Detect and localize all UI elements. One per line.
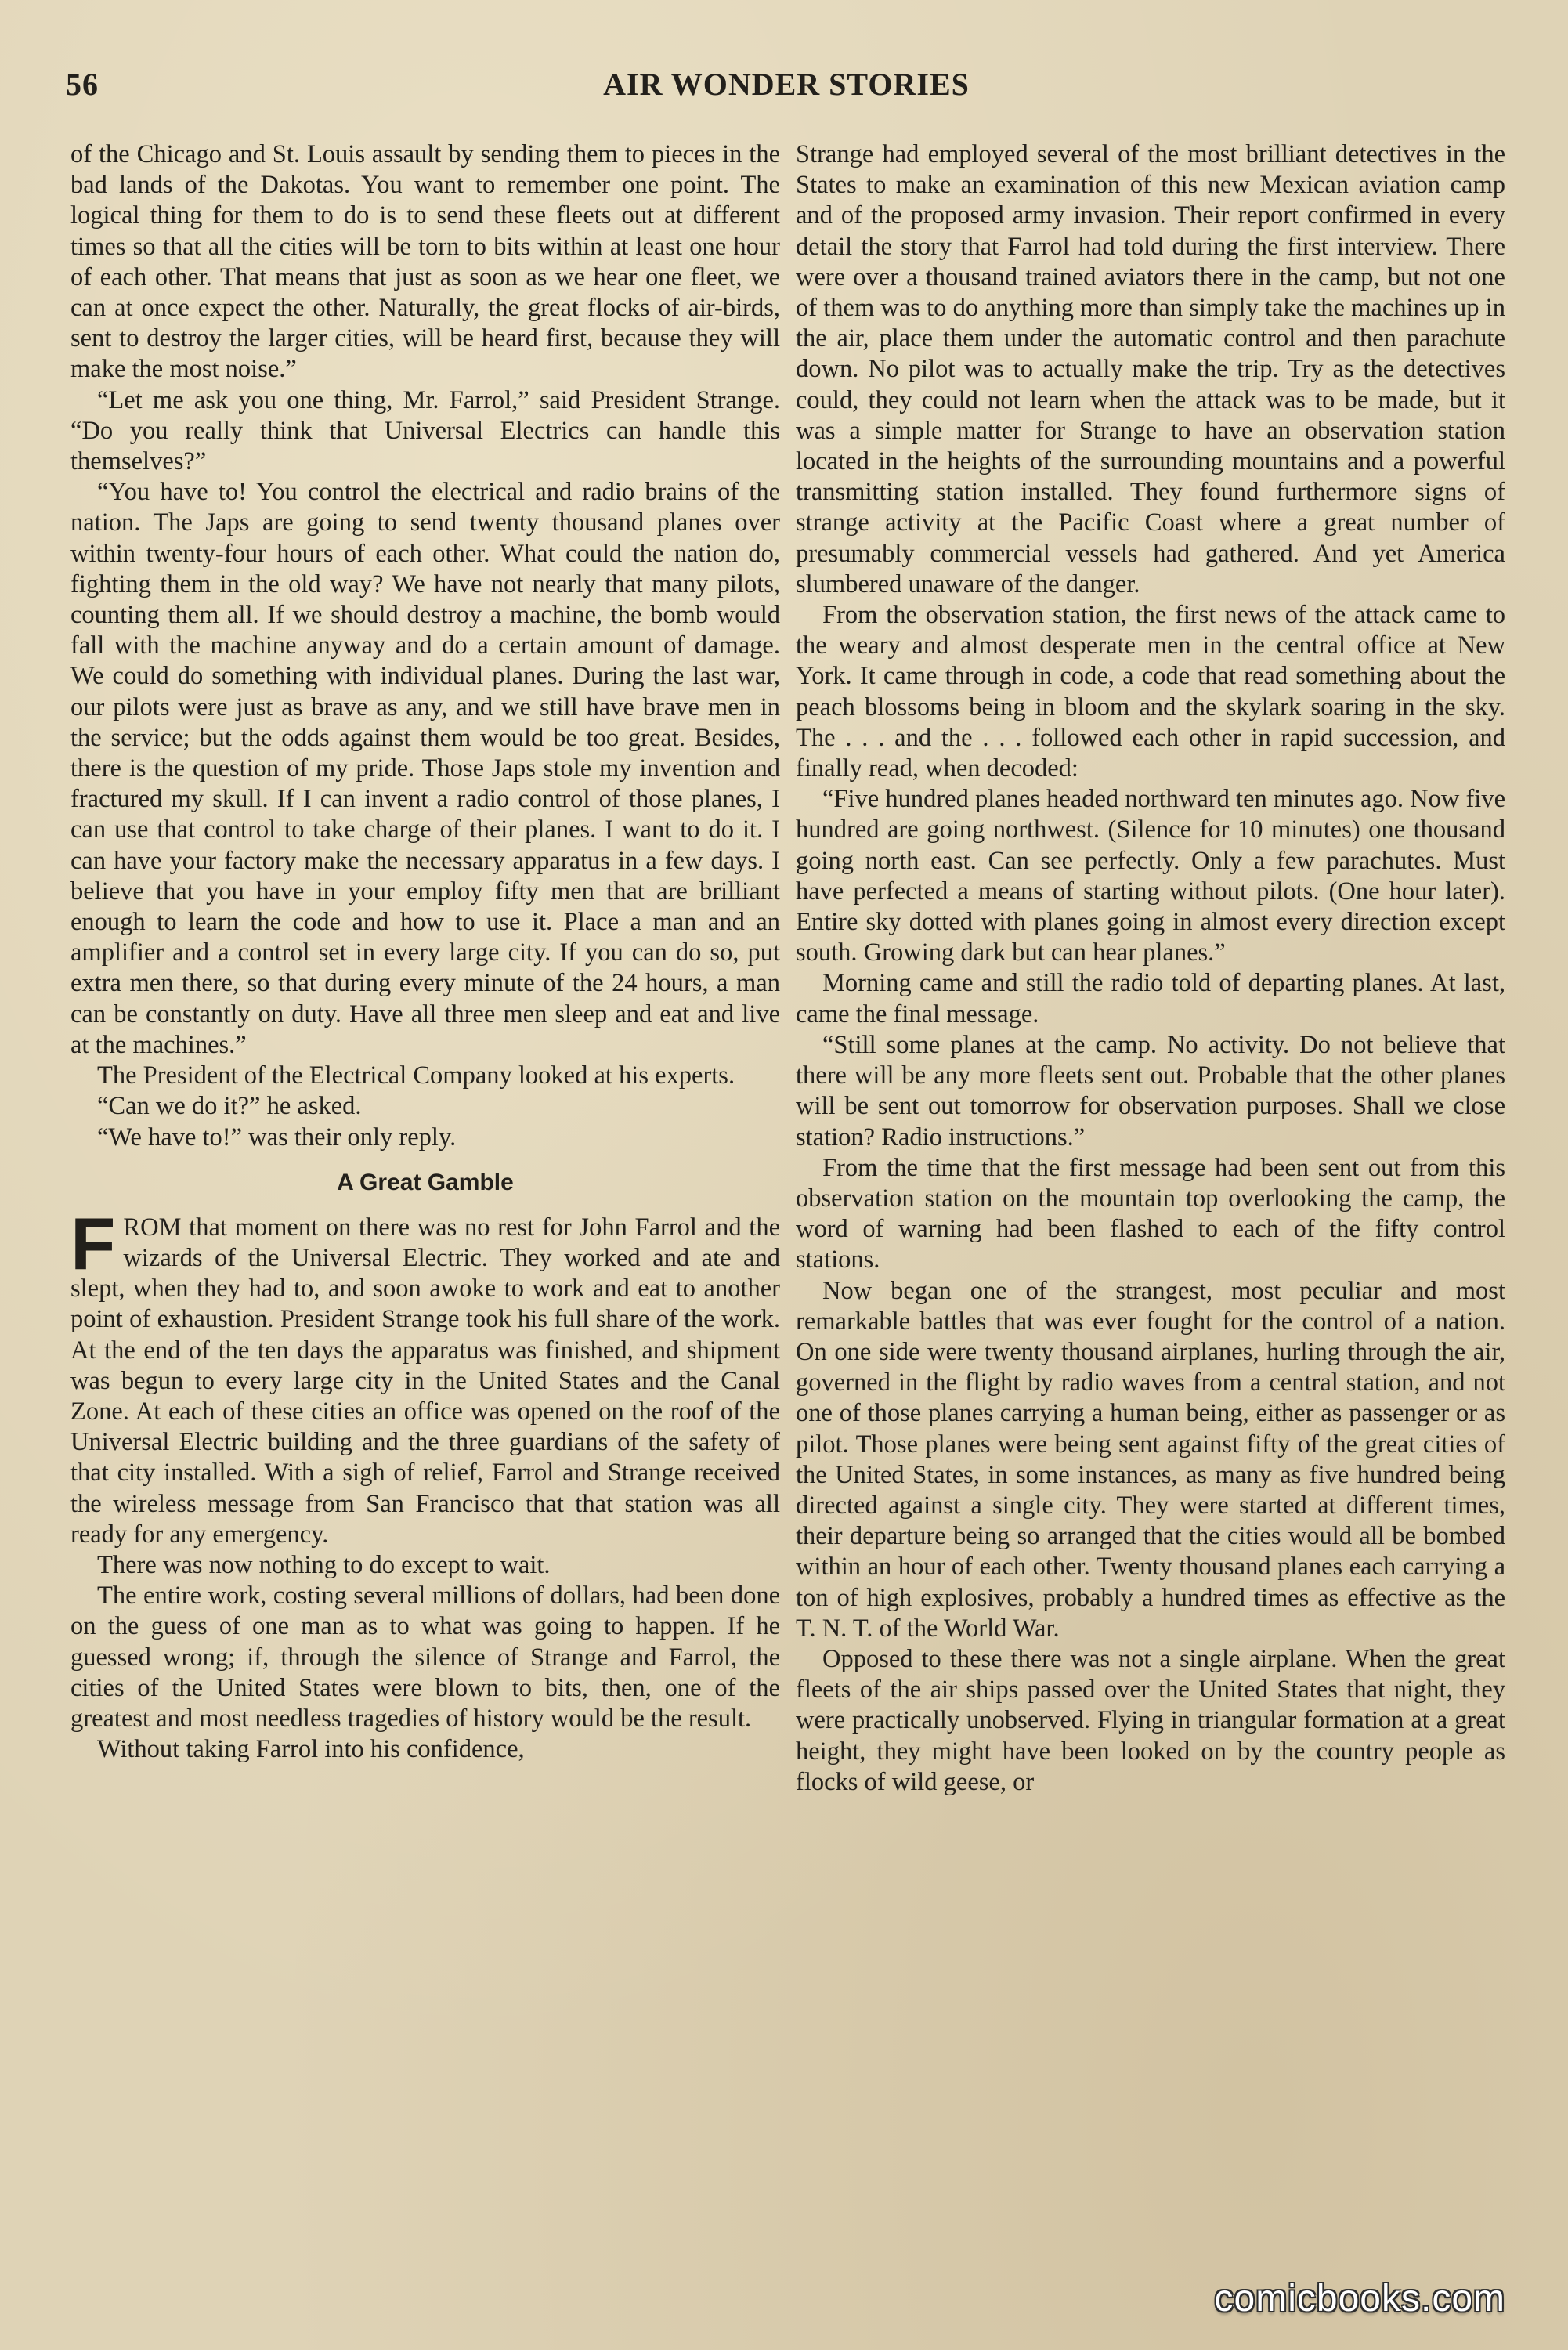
paragraph: From the observation station, the first news of the attack came to the weary and almost desperate men in the central office at New York. It came through in code, a code that read something about the peach blossoms being in bloom and the skylark soaring in the sky. The . . . and the . . . followed each other in rapid succession, and finally read, when decoded: [796, 601, 1505, 783]
page-number: 56 [66, 67, 99, 102]
running-title: AIR WONDER STORIES [603, 67, 970, 102]
paragraph: “We have to!” was their only reply. [97, 1123, 457, 1152]
paragraph: of the Chicago and St. Louis assault by sending them to pieces in the bad lands of the Dakotas. You want to remember one point. The logical thing for them to do is to send these fleets out at different times so that all the cities will be torn to bits within at least one hour of each other. That means that just as soon as we hear one fleet, we can at once expect the other. Naturally, the great flocks of air-birds, sent to destroy the larger cities, will be heard first, because they will make the most noise.” [70, 140, 780, 384]
section-subheading: A Great Gamble [337, 1169, 514, 1195]
paragraph: “You have to! You control the electrical and radio brains of the nation. The Japs are going to send twenty thousand planes over within twenty-four hours of each other. What could the nation do, fighting them in the old way? We have not nearly that many pilots, counting them all. If we should destroy a machine, the bomb would fall with the machine anyway and do a certain amount of damage. We could do something with individual planes. During the last war, our pilots were just as brave as any, and we still have brave men in the service; but the odds against them would be too great. Besides, there is the question of my pride. Those Japs stole my invention and fractured my skull. If I can invent a radio control of those planes, I can use that control to take charge of their planes. I want to do it. I can have your factory make the necessary apparatus in a few days. I believe that you have in your employ fifty men that are brilliant enough to learn the code and how to use it. Place a man and an amplifier and a control set in every large city. If you can do so, put extra men there, so that during every minute of the 24 hours, a man can be constantly on duty. Have all three men sleep and eat and live at the machines.” [70, 478, 780, 1059]
dropcap-paragraph [70, 1202, 780, 1550]
paragraph-text: ROM that moment on there was no rest for John Farrol and the wizards of the Universal Electric. They worked and ate and slept, when they had to, and soon awoke to work and eat to another point of exhaustion. President Strange took his full share of the work. At the end of the ten days the apparatus was finished, and shipment was begun to every large city in the United States and the Canal Zone. At each of these cities an office was opened on the roof of the Universal Electric building and the three guardians of the safety of that city installed. With a sigh of relief, Farrol and Strange received the wireless message from San Francisco that that station was all ready for any emergency. [70, 1213, 780, 1549]
drop-cap: F [70, 1202, 116, 1285]
left-column [70, 139, 780, 2270]
paragraph: There was now nothing to do except to wait. [97, 1550, 551, 1579]
paragraph: “Still some planes at the camp. No activity. Do not believe that there will be any more fleets sent out. Probable that the other planes will be sent out tomorrow for observation purposes. Shall we close station? Radio instructions.” [796, 1030, 1505, 1152]
paragraph: “Five hundred planes headed northward ten minutes ago. Now five hundred are going northwest. (Silence for 10 minutes) one thousand going north east. Can see perfectly. Only a few parachutes. Must have perfected a means of starting without pilots. (One hour later). Entire sky dotted with planes going in almost every direction except south. Growing dark but can hear planes.” [796, 785, 1505, 967]
watermark-logo: comicbooks.com [1214, 2278, 1505, 2319]
paragraph: “Let me ask you one thing, Mr. Farrol,” said President Strange. “Do you really think that Universal Electrics can handle this themselves?” [70, 385, 780, 476]
paragraph: Strange had employed several of the most brilliant detectives in the States to make an examination of this new Mexican aviation camp and of the proposed army invasion. Their report confirmed in every detail the story that Farrol had told during the first interview. There were over a thousand trained aviators there in the camp, but not one of them was to do anything more than simply take the machines up in the air, place them under the automatic control and then parachute down. No pilot was to actually make the trip. Try as the detectives could, they could not learn when the attack was to be made, but it was a simple matter for Strange to have an observation station located in the heights of the surrounding mountains and a powerful transmitting station installed. They found furthermore signs of strange activity at the Pacific Coast where a great number of presumably commercial vessels had gathered. And yet America slumbered unaware of the danger. [796, 140, 1505, 598]
paragraph: Without taking Farrol into his confidence, [97, 1735, 525, 1764]
paragraph: The entire work, costing several millions of dollars, had been done on the guess of one man as to what was going to happen. If he guessed wrong; if, through the silence of Strange and Farrol, the cities of the United States were blown to bits, then, one of the greatest and most needless tragedies of history would be the result. [70, 1582, 780, 1733]
paragraph: Morning came and still the radio told of departing planes. At last, came the final message. [796, 969, 1505, 1029]
page-header [66, 66, 1507, 113]
paragraph: From the time that the first message had been sent out from this observation station on the mountain top overlooking the camp, the word of warning had been flashed to each of the fifty control stations. [796, 1153, 1505, 1274]
right-column [796, 139, 1505, 2270]
paragraph: Now began one of the strangest, most peculiar and most remarkable battles that was ever fought for the control of a nation. On one side were twenty thousand airplanes, hurling through the air, governed in the flight by radio waves from a central station, and not one of those planes carrying a human being, either as passenger or as pilot. Those planes were being sent against fifty of the great cities of the United States, in some instances, as many as five hundred being directed against a single city. They were started at different times, their departure being so arranged that the cities would all be bombed within an hour of each other. Twenty thousand planes each carrying a ton of high explosives, probably a hundred times as effective as the T. N. T. of the World War. [796, 1276, 1505, 1643]
paragraph: “Can we do it?” he asked. [97, 1092, 362, 1121]
paragraph: Opposed to these there was not a single airplane. When the great fleets of the air ships passed over the United States that night, they were practically unobserved. Flying in triangular formation at a great height, they might have been looked on by the country people as flocks of wild geese, or [796, 1644, 1505, 1796]
paragraph: The President of the Electrical Company looked at his experts. [97, 1061, 735, 1090]
